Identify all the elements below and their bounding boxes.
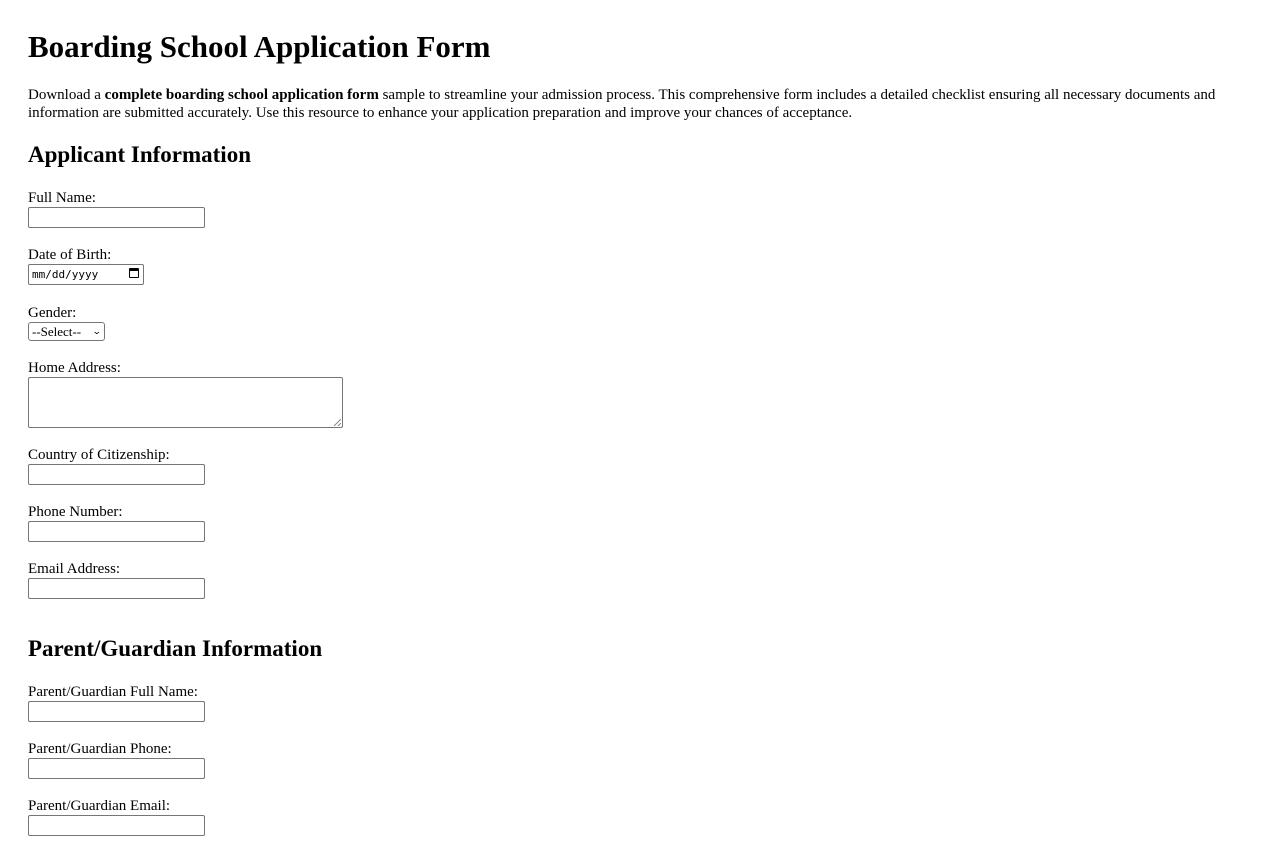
country-input[interactable]	[28, 464, 205, 485]
dob-label: Date of Birth:	[28, 247, 112, 263]
page-title: Boarding School Application Form	[28, 29, 491, 64]
intro-text-end: sample to streamline your admission process. This comprehensive form includes a detailed checklist ensuring all necessary documents and information are submitted accurately. Use this resource to enhance your application preparation and improve your chances of acceptance.	[28, 87, 1216, 121]
phone-label: Phone Number:	[28, 504, 123, 520]
guardian-email-input[interactable]	[28, 815, 205, 836]
chevron-down-icon: ⌄	[92, 327, 103, 337]
dob-placeholder: mm/dd/yyyy	[32, 268, 99, 281]
guardian-section-heading: Parent/Guardian Information	[28, 636, 323, 661]
intro-text-bold: complete boarding school application form	[104, 87, 379, 103]
full-name-label: Full Name:	[28, 190, 96, 206]
intro-paragraph	[28, 86, 1218, 122]
intro-text-start: Download a	[28, 87, 105, 103]
home-address-label: Home Address:	[28, 360, 121, 376]
full-name-input[interactable]	[28, 207, 205, 228]
calendar-icon[interactable]	[129, 268, 139, 278]
country-label: Country of Citizenship:	[28, 447, 170, 463]
guardian-phone-label: Parent/Guardian Phone:	[28, 741, 172, 757]
guardian-email-label: Parent/Guardian Email:	[28, 798, 171, 814]
gender-selected-value: --Select--	[32, 324, 82, 339]
email-input[interactable]	[28, 578, 205, 599]
guardian-phone-input[interactable]	[28, 758, 205, 779]
resize-grip-icon[interactable]	[334, 419, 341, 426]
phone-input[interactable]	[28, 521, 205, 542]
dob-input[interactable]	[28, 264, 144, 285]
applicant-section-heading: Applicant Information	[28, 142, 251, 167]
gender-label: Gender:	[28, 305, 77, 321]
gender-select[interactable]	[28, 322, 105, 341]
guardian-name-input[interactable]	[28, 701, 205, 722]
guardian-name-label: Parent/Guardian Full Name:	[28, 684, 198, 700]
home-address-textarea[interactable]	[28, 377, 343, 428]
email-label: Email Address:	[28, 561, 121, 577]
